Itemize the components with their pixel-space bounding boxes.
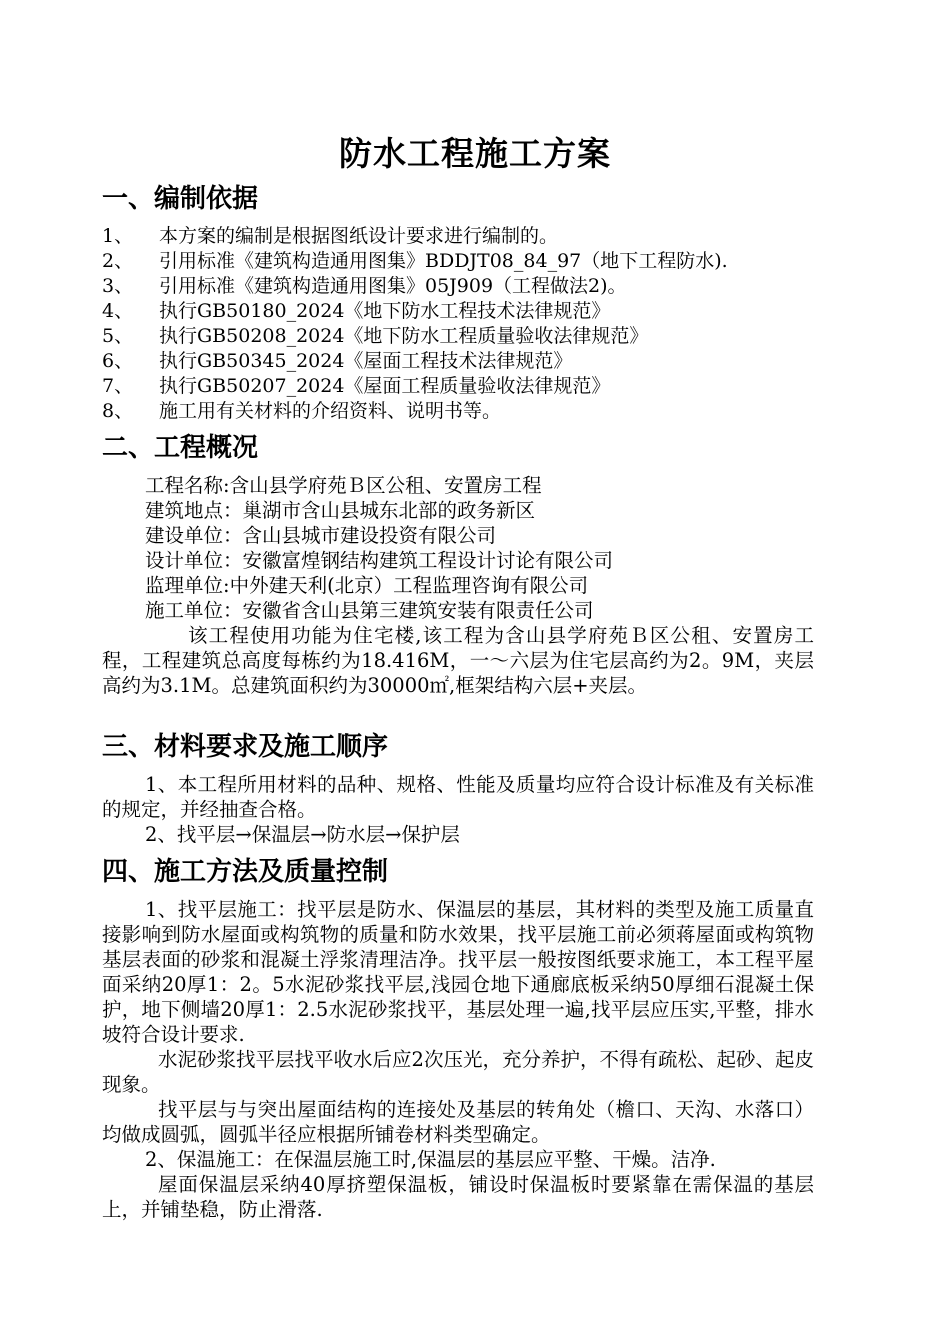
- list-item-text: 执行GB50208_2024《地下防水工程质量验收法律规范》: [159, 325, 649, 347]
- construction-sequence-paragraph: 2、找平层→保温层→防水层→保护层: [145, 823, 460, 846]
- document-title: 防水工程施工方案: [339, 134, 611, 173]
- list-item-text: 施工用有关材料的介绍资料、说明书等。: [159, 400, 502, 422]
- list-item-text: 执行GB50345_2024《屋面工程技术法律规范》: [159, 350, 573, 372]
- project-location: 建筑地点：巢湖市含山县城东北部的政务新区: [145, 499, 536, 522]
- design-unit: 设计单位：安徽富煌钢结构建筑工程设计讨论有限公司: [145, 549, 614, 572]
- list-item-number: 4、: [102, 300, 134, 322]
- material-requirement-paragraph: 1、本工程所用材料的品种、规格、性能及质量均应符合设计标准及有关标准的规定，并经抽查合格。: [102, 773, 814, 821]
- list-item-text: 执行GB50207_2024《屋面工程质量验收法律规范》: [159, 375, 611, 397]
- supervision-unit: 监理单位:中外建天利(北京）工程监理咨询有限公司: [145, 574, 589, 597]
- insulation-paragraph: 2、保温施工：在保温层施工时,保温层的基层应平整、干燥。洁净.: [145, 1148, 716, 1171]
- roof-insulation-paragraph: 屋面保温层采纳40厚挤塑保温板，铺设时保温板时要紧靠在需保温的基层上，并铺垫稳，防止滑落.: [102, 1173, 814, 1221]
- list-item-text: 本方案的编制是根据图纸设计要求进行编制的。: [159, 225, 559, 247]
- list-item-number: 8、: [102, 400, 134, 422]
- section-3-heading: 三、材料要求及施工顺序: [102, 732, 389, 762]
- list-item-number: 5、: [102, 325, 134, 347]
- mortar-paragraph: 水泥砂浆找平层找平收水后应2次压光，充分养护，不得有疏松、起砂、起皮现象。: [102, 1048, 814, 1096]
- list-item-number: 1、: [102, 225, 134, 247]
- list-item-number: 3、: [102, 275, 134, 297]
- project-name: 工程名称:含山县学府苑Ｂ区公租、安置房工程: [145, 474, 542, 497]
- list-item-text: 执行GB50180_2024《地下防水工程技术法律规范》: [159, 300, 611, 322]
- leveling-layer-paragraph: 1、找平层施工：找平层是防水、保温层的基层，其材料的类型及施工质量直接影响到防水屋面或构筑物的质量和防水效果，找平层施工前必须蒋屋面或构筑物基层表面的砂浆和混凝土浮浆清理洁净。找平层一般按图纸要求施工，本工程平屋面采纳20厚1：2。5水泥砂浆找平层,浅园仓地下通廊底板采纳50厚细石混凝土保护，地下侧墙20厚1：2.5水泥砂浆找平，基层处理一遍,找平层应压实,平整，排水坡符合设计要求.: [102, 898, 814, 1046]
- section-1-heading: 一、编制依据: [102, 184, 259, 214]
- corner-arc-paragraph: 找平层与与突出屋面结构的连接处及基层的转角处（檐口、天沟、水落口）均做成圆弧，圆弧半径应根据所铺卷材料类型确定。: [102, 1098, 814, 1146]
- list-item-text: 引用标准《建筑构造通用图集》BDDJT08_84_97（地下工程防水).: [159, 250, 728, 272]
- construction-unit: 施工单位：安徽省含山县第三建筑安装有限责任公司: [145, 599, 594, 622]
- section-4-heading: 四、施工方法及质量控制: [102, 857, 389, 887]
- project-overview-paragraph: 该工程使用功能为住宅楼,该工程为含山县学府苑Ｂ区公租、安置房工程，工程建筑总高度每栋约为18.416M，一～六层为住宅层高约为2。9M，夹层高约为3.1M。总建筑面积约为30000㎡,框架结构六层+夹层。: [102, 624, 814, 697]
- section-2-heading: 二、工程概况: [102, 433, 259, 463]
- list-item-number: 7、: [102, 375, 134, 397]
- list-item-number: 2、: [102, 250, 134, 272]
- list-item-text: 引用标准《建筑构造通用图集》05J909（工程做法2)。: [159, 275, 627, 297]
- list-item-number: 6、: [102, 350, 134, 372]
- owner-unit: 建设单位：含山县城市建设投资有限公司: [145, 524, 497, 547]
